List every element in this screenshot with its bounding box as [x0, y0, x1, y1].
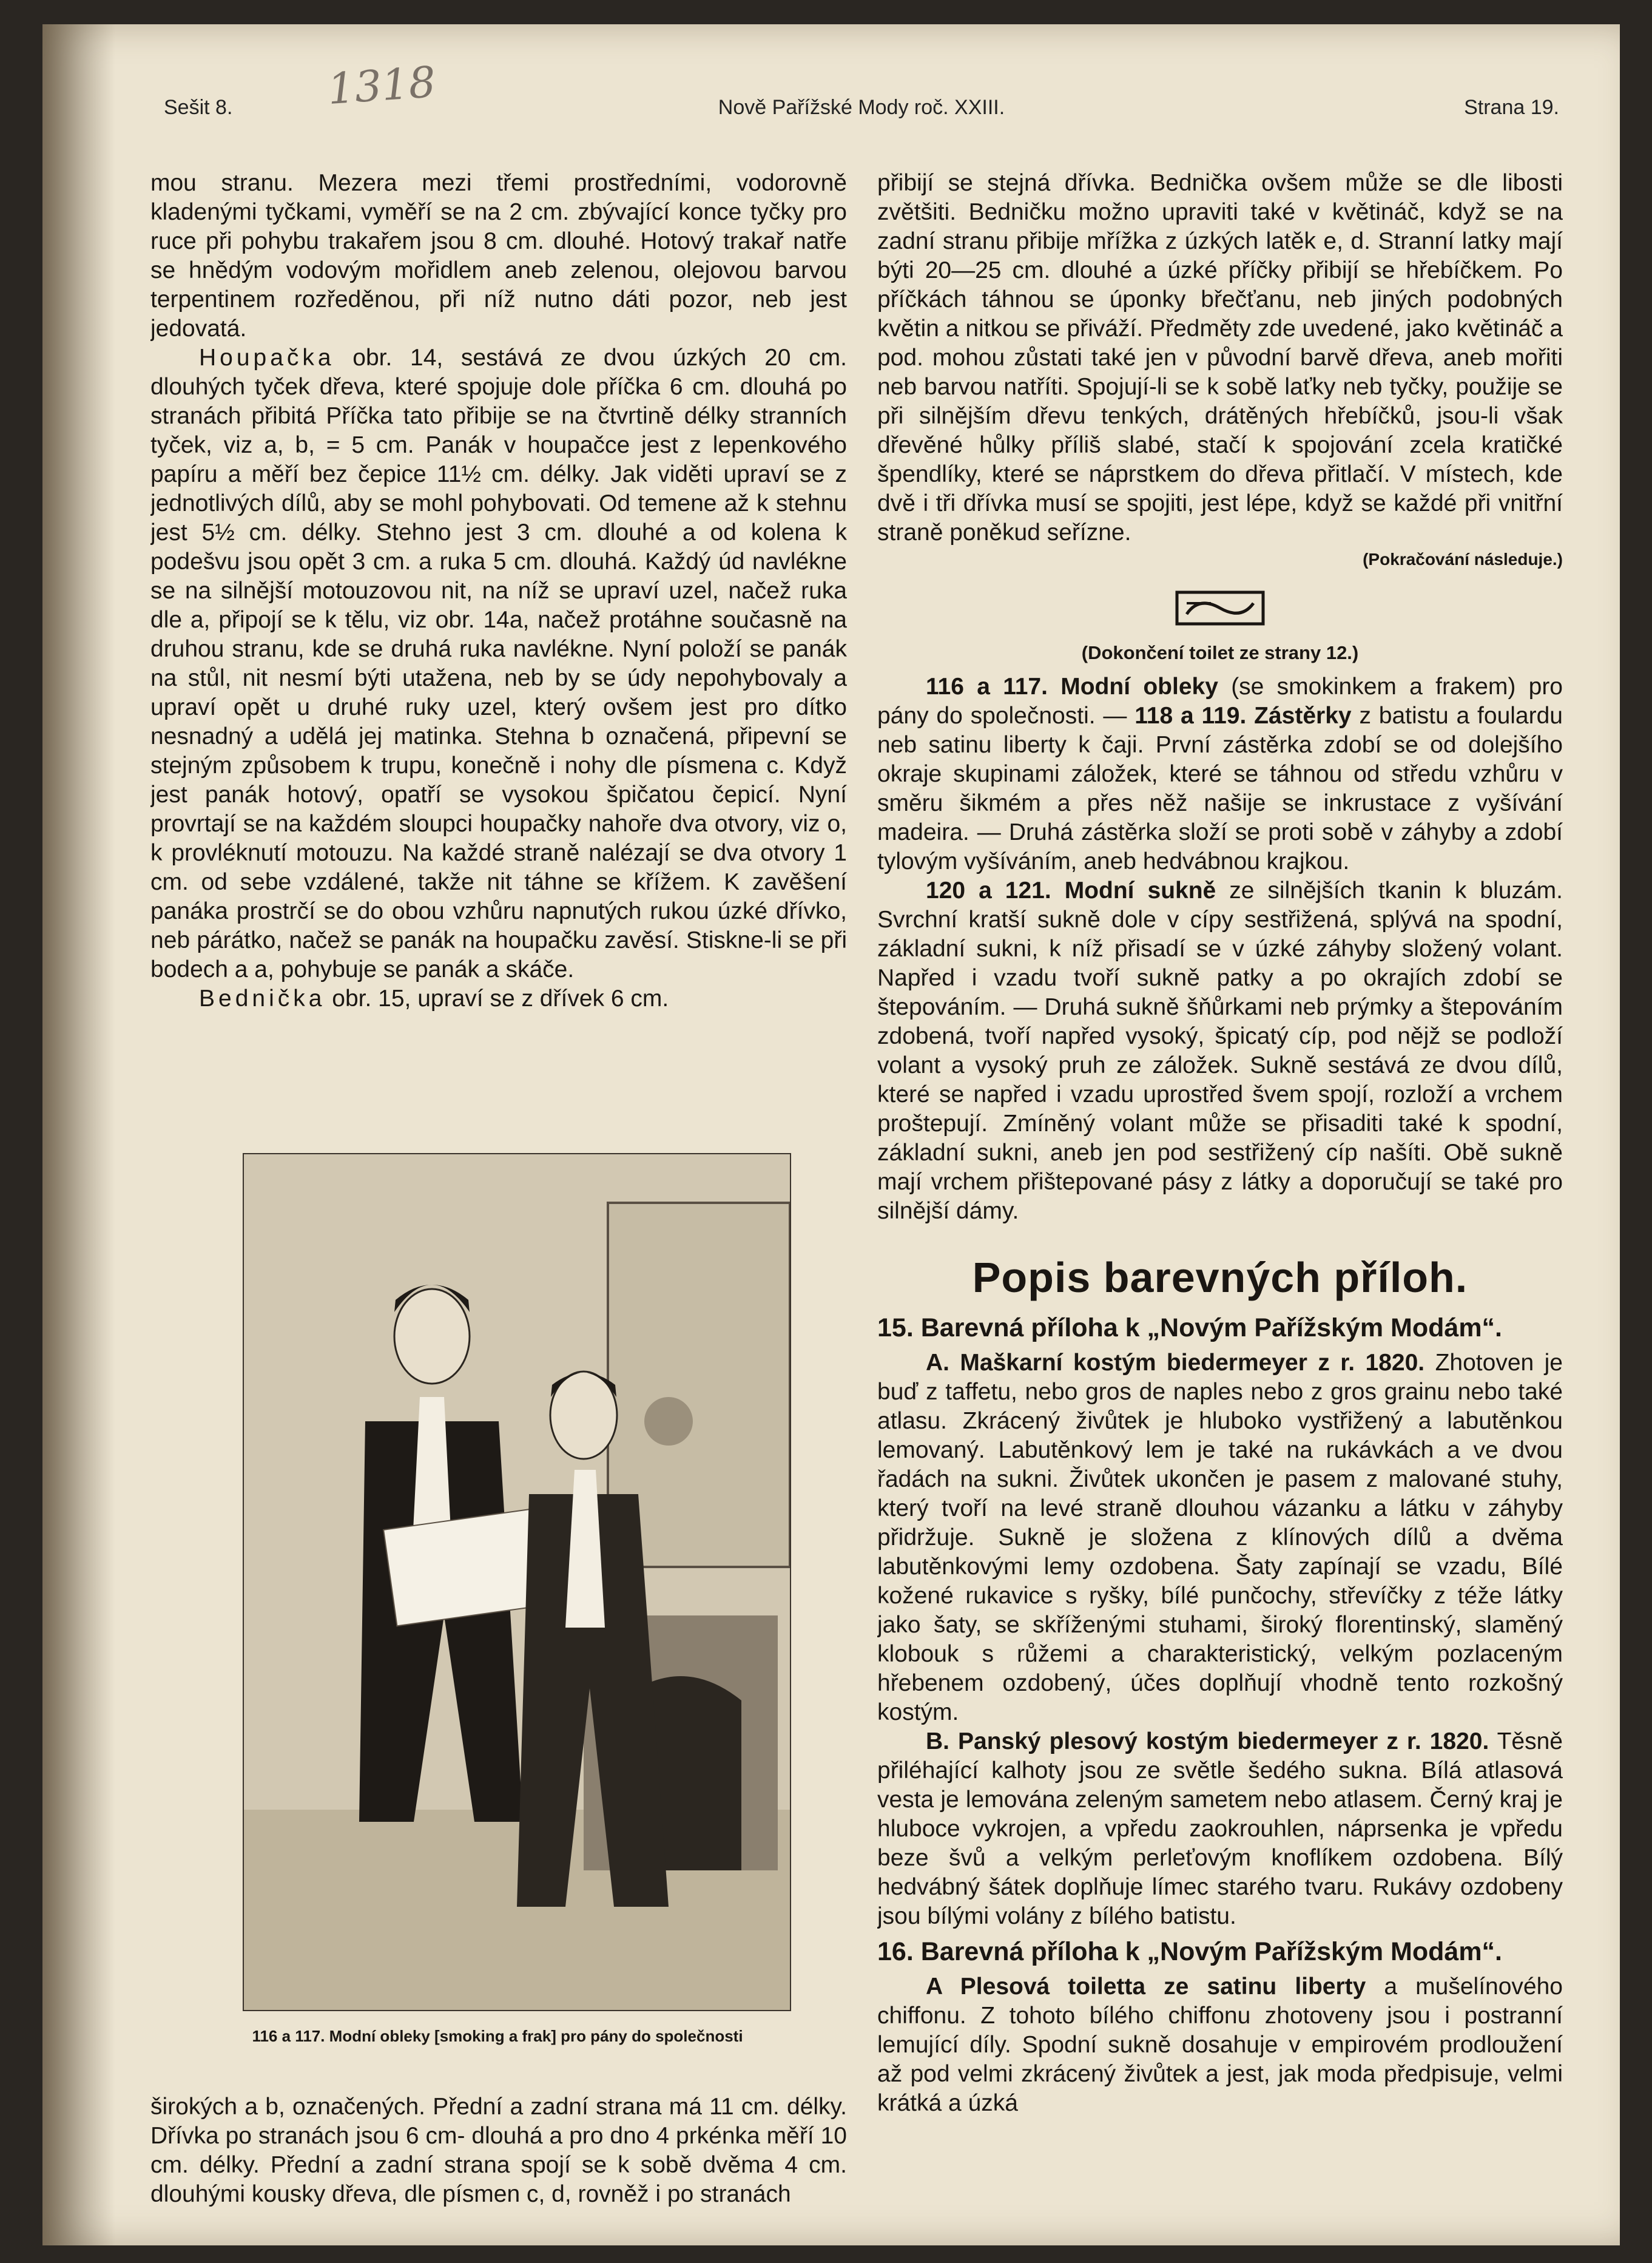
fashion-illustration-men [243, 1153, 791, 2011]
paragraph-supplement-15a: A. Maškarní kostým biedermeyer z r. 1820. Zhotoven je buď z taffetu, nebo gros de naples nebo z gros grainu nebo také atlasu. Zkrácený živůtek je hluboko vystřižený a labutěnkou lemovaný. Labutěnkový lem je také na rukávkách a ve dvou řadách na sukni. Živůtek ukončen je pasem z malované stuhy, který tvoří na levé straně dlouhou vázanku a látku v záhyby přidržuje. Sukně je složena z klínových dílů a dvěma labutěnkovými lemy ozdobena. Šaty zapínají se vzadu, Bílé kožené rukavice s ryšky, bílé punčochy, střevíčky z téže látky jako šaty, se skříženými stuhami, široký florentinský, slaměný klobouk s růžemi a charakteristický, velkým pozlaceným hřebenem ozdobený, účes doplňují vhodně tento rozkošný kostým. [877, 1350, 1563, 1725]
paragraph-trakar: mou stranu. Mezera mezi třemi prostředními, vodorovně kladenými tyčkami, vyměří se na 2 cm. zbývající konce tyčky pro ruce při pohybu trakařem jsou 8 cm. dlouhé. Hotový trakař natře se hnědým vodovým mořidlem aneb zelenou, olejovou barvou terpentinem rozředěnou, při níž nutno dáti pozor, neb jest jedovatá. [150, 170, 847, 342]
paragraph-bednicka-cont: širokých a b, označených. Přední a zadní strana má 11 cm. délky. Dřívka po stranách jsou 6 cm- dlouhá a pro dno 4 prkénka měří 10 cm. délky. Přední a zadní strana spojí se k sobě dvěma 4 cm. dlouhými kousky dřeva, dle písmen c, d, rovněž i po stranách [150, 2094, 847, 2207]
right-column [877, 169, 1563, 2244]
left-column-top [150, 169, 847, 1109]
paragraph-sukne: 120 a 121. Modní sukně ze silnějších tkanin k bluzám. Svrchní kratší sukně dole v cípy sestřižená, splývá na spodní, základní sukni, k níž přisadí se v úzké záhyby složený volant. Napřed i vzadu tvoří sukně patky a po okrajích zdobí se štepováním. — Druhá sukně šňůrkami neb prýmky a štepováním zdobená, tvoří napřed vysoký, špicatý cíp, pod nějž se podloží volant a vysoký pruh ze záložek. Sukně sestává ze dvou dílů, které se napřed i vzadu uprostřed švem spojí, rozloží a vrchem proštepují. Zmíněný volant může se přisaditi také k spodní, základní sukni, aneb jen pod sestřižený cíp našíti. Obě sukně mají vrchem přištepované pásy z látky a doporučují se také pro silnější dámy. [877, 878, 1563, 1224]
term-bednicka: Bednička [199, 986, 326, 1012]
term-houpacka: Houpačka [199, 345, 335, 371]
journal-title: Nově Pařížské Mody roč. XXIII. [718, 96, 1005, 119]
continued-note: (Pokračování následuje.) [1363, 550, 1563, 569]
page-number: Strana 19. [1464, 96, 1559, 119]
issue-number: Sešit 8. [164, 96, 233, 119]
supplement-15-heading: 15. Barevná příloha k „Novým Pařížským Modám“. [877, 1313, 1503, 1342]
pencil-annotation: 1318 [326, 56, 437, 115]
paragraph-bednicka: Bednička obr. 15, upraví se z dřívek 6 cm. [199, 986, 669, 1012]
left-column-bottom [150, 2092, 847, 2238]
paragraph-supplement-16a: A Plesová toiletta ze satinu liberty a mušelínového chiffonu. Z tohoto bílého chiffonu zhotoveny jsou i postranní lemující díly. Spodní sukně dosahuje v empirovém prodloužení až pod velmi zkrácený živůtek a jest, jak moda předpisuje, velmi krátká a úzká [877, 1974, 1563, 2116]
paragraph-obleky: 116 a 117. Modní obleky (se smokinkem a frakem) pro pány do společnosti. — 118 a 119. Zástěrky z batistu a foulardu neb satinu liberty k čaji. První zástěrka zdobí se od dolejšího okraje skupinami záložek, které se táhnou od středu vzhůru v směru šikmém a přes něž našije se inkrustace z vyšívání madeira. — Druhá zástěrka složí se proti sobě v záhyby a zdobí tylovým vyšíváním, aneb hedvábnou krajkou. [877, 674, 1563, 874]
figure-caption: 116 a 117. Modní obleky [smoking a frak] pro pány do společnosti [252, 2027, 743, 2045]
page [42, 24, 1620, 2245]
conclusion-heading: (Dokončení toilet ze strany 12.) [1081, 642, 1359, 663]
illustration-svg [244, 1154, 790, 2010]
ornament-icon [1175, 590, 1266, 626]
paragraph-supplement-15b: B. Panský plesový kostým biedermeyer z r. 1820. Těsně přiléhající kalhoty jsou ze světle šedého sukna. Bílá atlasová vesta je lemována zeleným sametem nebo atlasem. Černý kraj je hluboce vykrojen, a vpředu zaokrouhlen, náprsenka je vpředu beze švů a velkým perleťovým knoflíkem ozdobena. Bílý hedvábný šátek doplňuje límec starého tvaru. Rukávy ozdobeny jsou bílými volány z bílého batistu. [877, 1728, 1563, 1929]
section-title: Popis barevných příloh. [972, 1254, 1468, 1301]
supplement-16-heading: 16. Barevná příloha k „Novým Pařížským Modám“. [877, 1937, 1503, 1966]
paragraph-houpacka: Houpačka obr. 14, sestává ze dvou úzkých 20 cm. dlouhých tyček dřeva, které spojuje dole příčka 6 cm. dlouhá po stranách přibitá Příčka tato přibije se na čtvrtině délky stranních tyček, viz a, b, = 5 cm. Panák v houpačce jest z lepenkového papíru a měří bez čepice 11½ cm. délky. Jak viděti upraví se z jednotlivých dílů, aby se mohl pohybovati. Od temene až k stehnu jest 5½ cm. délky. Stehno jest 3 cm. dlouhé a od kolena k podešvu jsou opět 3 cm. a ruka 5 cm. dlouhá. Každý úd navlékne se na silnější motouzovou nit, na níž se upraví uzel, načež ruka dle a, připojí se k tělu, viz obr. 14a, načež protáhne současně na druhou stranu, kde se druhá ruka navlékne. Nyní položí se panák na stůl, nit nesmí býti utažena, neb by se údy nepohybovaly a upraví opět u druhé ruky uzel, který ovšem jest pro dítko nesnadný a udělá jej matinka. Stehna b označená, připevní se stejným způsobem k trupu, konečně i nohy dle písmena c. Když jest panák hotový, opatří se vysokou špičatou čepicí. Nyní provrtají se na každém sloupci houpačky nahoře dva otvory, viz o, k provléknutí motouzu. Na každé straně nalézají se dva otvory 1 cm. od sebe vzdálené, takže nit táhne se křížem. K zavěšení panáka prostrčí se do obou vzhůru napnutých rukou úzké dřívko, neb párátko, načež se panák na houpačku zavěsí. Stiskne-li se při bodech a a, pohybuje se panák a skáče. [150, 345, 847, 983]
binding-shadow [42, 24, 115, 2245]
paragraph-bednicka-end: přibijí se stejná dřívka. Bednička ovšem může se dle libosti zvětšiti. Bedničku možno upraviti také v květináč, když se na zadní stranu přibije mřížka z úzkých latěk e, d. Stranní latky mají býti 20—25 cm. dlouhé a úzké příčky přibijí se hřebíčkem. Po příčkách táhnou se úponky břečťanu, neb jiných podobných květin a nitkou se přiváží. Předměty zde uvedené, jako květináč a pod. mohou zůstati také jen v původní barvě dřeva, aneb mořiti neb barvou natříti. Spojují-li se k sobě laťky neb tyčky, použije se při silnějším dřevu tenkých, drátěných hřebíčků, jsou-li však dřevěné hůlky příliš slabé, stačí k spojování zcela kratičké špendlíky, které se náprstkem do dřeva přitlačí. V místech, kde dvě i tři dřívka musí se spojiti, jest lépe, když se každé při vnitřní straně poněkud seřízne. [877, 170, 1563, 546]
